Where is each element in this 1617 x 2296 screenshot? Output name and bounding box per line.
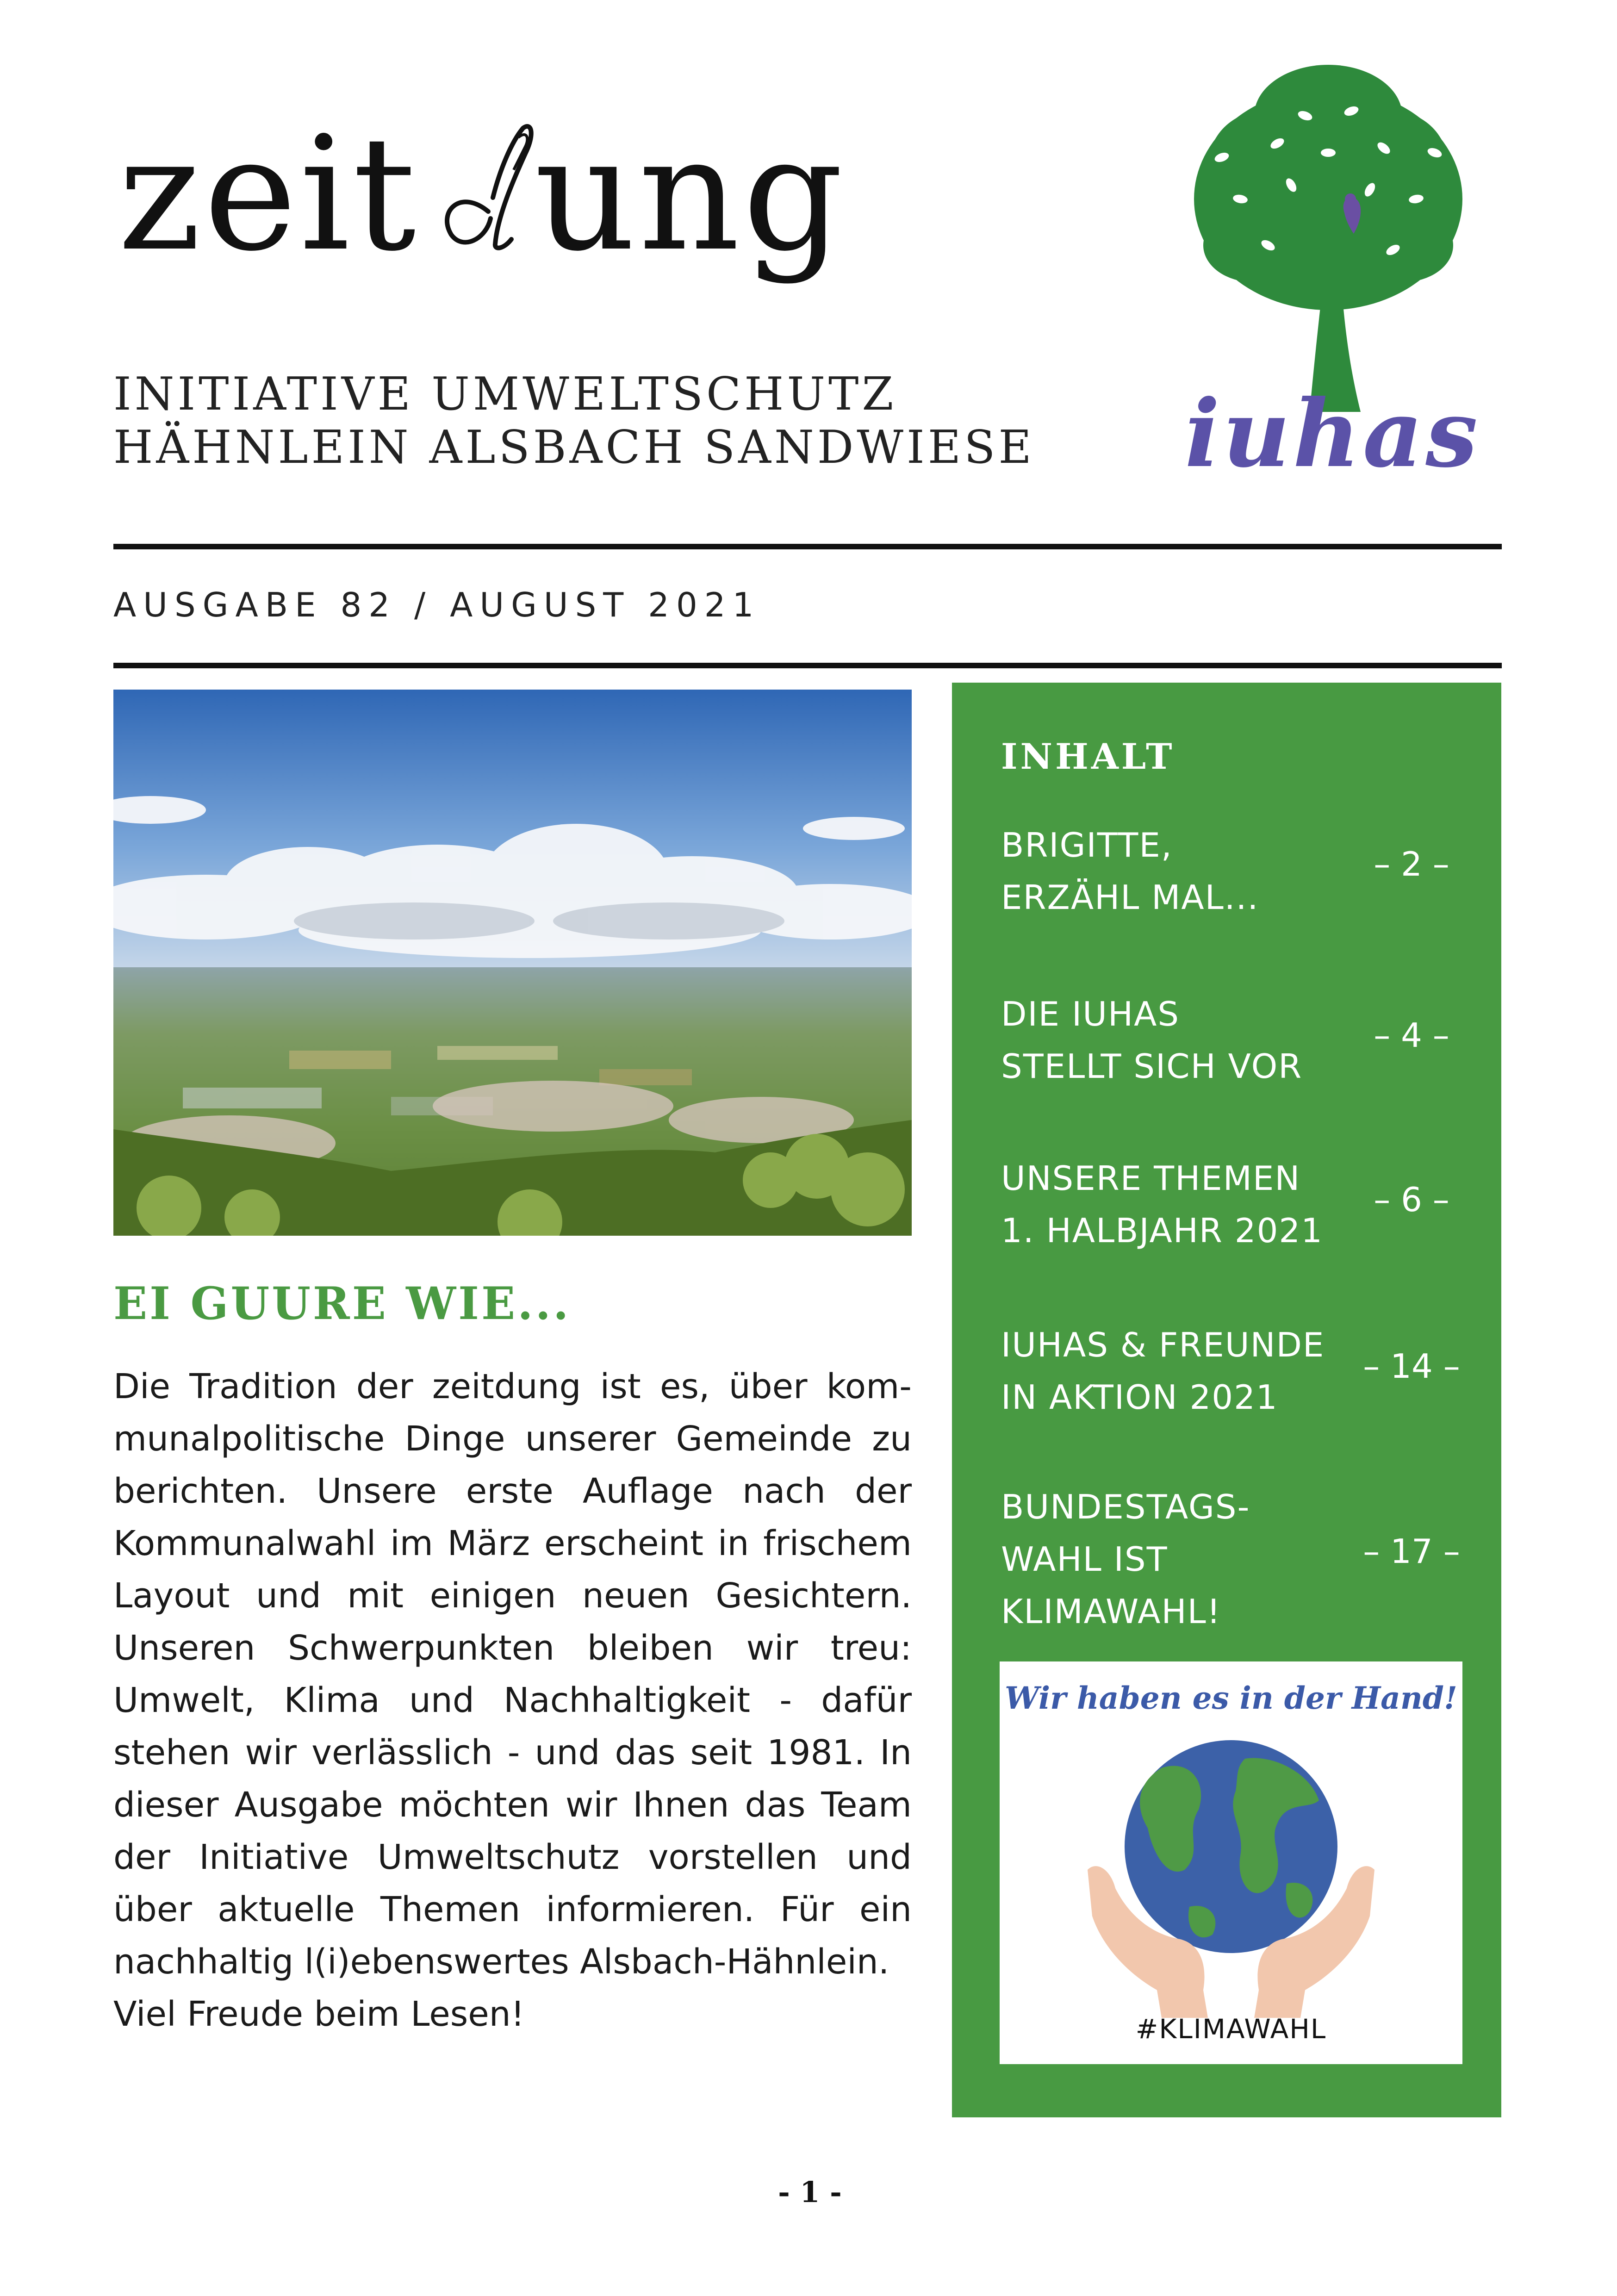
landscape-photo <box>113 690 912 1236</box>
toc-item-1-line2: ERZÄHL MAL... <box>1001 878 1259 917</box>
toc-item-3-line1: UNSERE THEMEN <box>1001 1159 1301 1198</box>
toc-item-3-page: – 6 – <box>1374 1180 1449 1219</box>
org-name-line2: HÄHNLEIN ALSBACH SANDWIESE <box>113 421 1035 474</box>
hands-holding-earth-icon <box>1069 1731 1393 2018</box>
toc-item-1-line1: BRIGITTE, <box>1001 826 1173 865</box>
tree-with-bird-icon <box>1185 60 1472 412</box>
masthead-part1: zeit <box>118 103 419 286</box>
toc-item-1-page: – 2 – <box>1374 845 1449 884</box>
toc-item-1[interactable] <box>1001 819 1334 924</box>
campaign-title: Wir haben es in der Hand! <box>1005 1680 1457 1716</box>
article-body <box>113 1361 912 2041</box>
toc-item-5-line2: WAHL IST <box>1001 1540 1168 1579</box>
toc-item-5-line3: KLIMAWAHL! <box>1001 1592 1221 1631</box>
toc-item-2-page: – 4 – <box>1374 1016 1449 1055</box>
toc-item-4-line1: IUHAS & FREUNDE <box>1001 1325 1325 1364</box>
article-closing: Viel Freude beim Lesen! <box>113 1994 525 2034</box>
article-headline: EI GUURE WIE... <box>113 1277 571 1330</box>
toc-item-5-line1: BUNDESTAGS- <box>1001 1487 1250 1526</box>
toc-item-2-line1: DIE IUHAS <box>1001 995 1180 1033</box>
masthead-part2: ung <box>534 103 846 286</box>
article-text: Die Tradition der zeitdung ist es, über kommunalpolitische Dinge unserer Gemeinde zu berichten. Unsere erste Auflage nach der Kommunalwahl im März erscheint in frischem Layout und mit einigen neuen Gesichtern. Unseren Schwerpunkten bleiben wir treu: Umwelt, Klima und Nachhaltigkeit - dafür stehen wir verlässlich - und das seit 1981. In dieser Ausgabe möchten wir Ihnen das Team der Initiative Umweltschutz vorstellen und über aktuelle Themen informieren. Für ein nachhaltig l(i)ebenswertes Alsbach-Hähnlein. <box>113 1367 912 1982</box>
toc-item-3[interactable] <box>1001 1152 1334 1257</box>
toc-item-4[interactable] <box>1001 1319 1334 1424</box>
toc-item-2[interactable] <box>1001 988 1334 1093</box>
toc-item-2-line2: STELLT SICH VOR <box>1001 1047 1303 1086</box>
campaign-hashtag: #KLIMAWAHL <box>1135 2013 1327 2045</box>
masthead-title <box>118 103 846 286</box>
masthead-handwritten-d <box>419 119 535 258</box>
iuhas-logo-text: iuhas <box>1185 380 1480 488</box>
toc-item-5-page: – 17 – <box>1363 1532 1460 1571</box>
toc-item-4-page: – 14 – <box>1363 1347 1460 1386</box>
toc-item-5[interactable] <box>1001 1481 1334 1638</box>
toc-heading: INHALT <box>1001 736 1175 777</box>
toc-item-3-line2: 1. HALBJAHR 2021 <box>1001 1211 1323 1250</box>
org-name-line1: INITIATIVE UMWELTSCHUTZ <box>113 368 897 421</box>
issue-info: AUSGABE 82 / AUGUST 2021 <box>113 585 761 624</box>
landscape-photo-icon <box>113 690 912 1236</box>
top-rule <box>113 544 1502 549</box>
handwritten-d-icon <box>419 119 535 258</box>
issue-rule <box>113 663 1502 668</box>
klimawahl-card <box>1000 1661 1462 2064</box>
toc-item-4-line2: IN AKTION 2021 <box>1001 1378 1278 1417</box>
page-number: - 1 - <box>778 2175 842 2209</box>
